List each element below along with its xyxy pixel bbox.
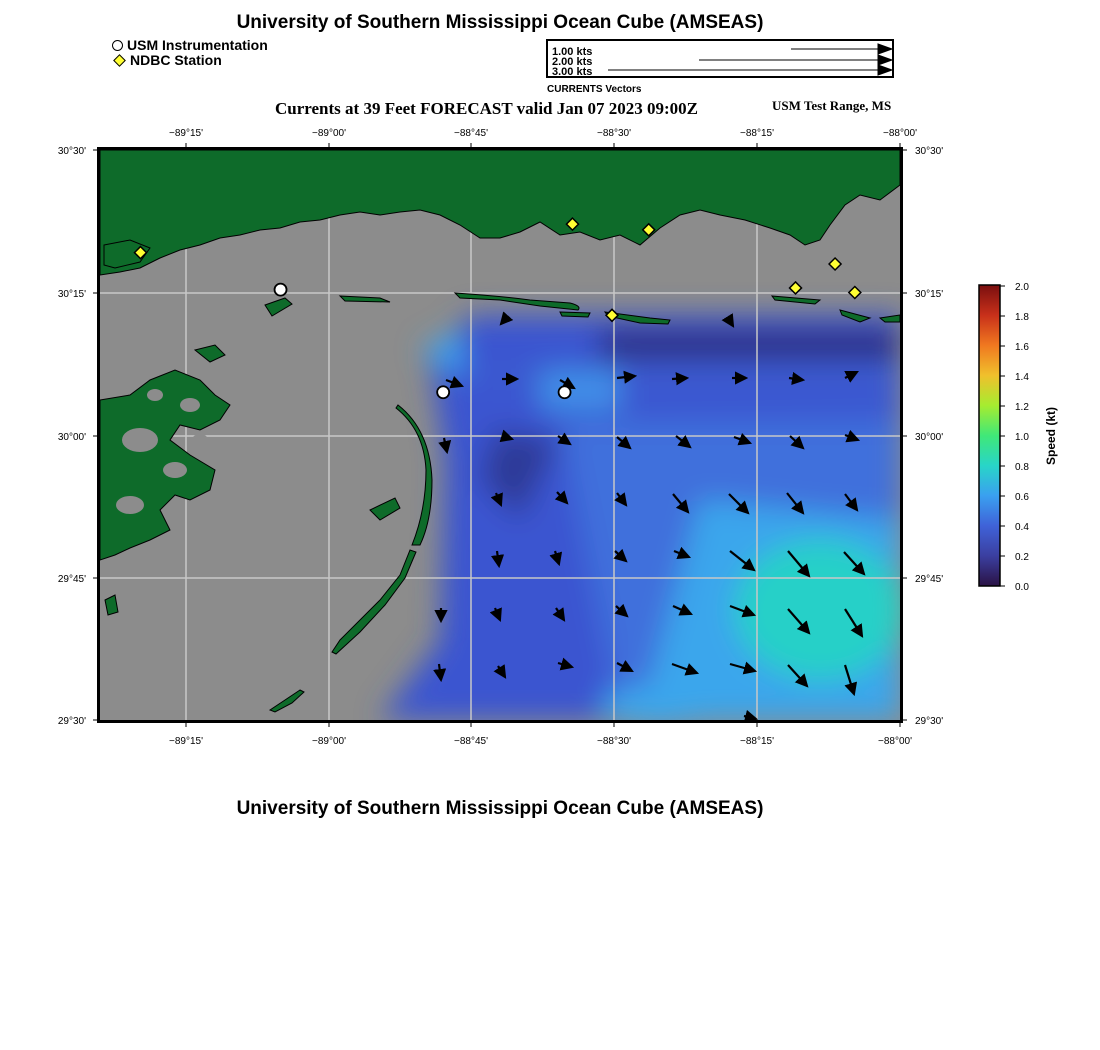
footer-title: University of Southern Mississippi Ocean Cube (AMSEAS) (236, 798, 764, 819)
lon-tick-label: −88°00' (878, 736, 912, 747)
lon-tick-label: −88°30' (597, 128, 631, 139)
lat-tick-label: 30°00' (57, 432, 86, 443)
range-label: USM Test Range, MS (772, 98, 892, 113)
vector-key-label-1: 1.00 kts (552, 46, 593, 58)
usm-station-marker (437, 386, 449, 398)
colorbar-tick: 0.0 (1015, 582, 1029, 593)
lon-tick-label: −88°45' (454, 736, 488, 747)
lat-tick-label: 29°45' (915, 574, 944, 585)
lon-tick-label: −88°30' (597, 736, 631, 747)
colorbar-label: Speed (kt) (1044, 406, 1058, 466)
colorbar-tick: 0.2 (1015, 552, 1029, 563)
lat-labels-left (58, 146, 86, 727)
colorbar-tick: 0.8 (1015, 462, 1029, 473)
vector-key-caption: CURRENTS Vectors (547, 84, 642, 95)
colorbar-tick: 2.0 (1015, 282, 1029, 293)
colorbar-tick: 1.4 (1015, 372, 1029, 383)
lat-labels-right (915, 146, 943, 727)
lat-tick-label: 30°15' (57, 289, 86, 300)
lat-tick-label: 30°30' (915, 146, 944, 157)
lon-tick-label: −88°00' (883, 128, 917, 139)
colorbar-tick: 0.4 (1015, 522, 1029, 533)
lon-tick-label: −89°00' (312, 128, 346, 139)
lon-tick-label: −89°15' (169, 128, 203, 139)
colorbar-tick: 1.2 (1015, 402, 1029, 413)
lon-tick-label: −88°15' (740, 736, 774, 747)
lat-tick-label: 29°45' (57, 574, 86, 585)
colorbar-tick: 1.8 (1015, 312, 1029, 323)
barrier-island (560, 312, 590, 317)
lon-labels-top (169, 128, 917, 139)
map-subtitle: Currents at 39 Feet FORECAST valid Jan 07 2023 09:00Z (275, 99, 698, 118)
lon-tick-label: −89°00' (312, 736, 346, 747)
lon-labels-bottom (169, 736, 912, 747)
page-title: University of Southern Mississippi Ocean Cube (AMSEAS) (236, 12, 764, 33)
lon-tick-label: −88°15' (740, 128, 774, 139)
lat-tick-label: 29°30' (915, 716, 944, 727)
vector-key-label-3: 3.00 kts (552, 66, 593, 78)
lat-tick-label: 30°00' (915, 432, 944, 443)
colorbar-tick: 0.6 (1015, 492, 1029, 503)
legend-usm-label: USM Instrumentation (127, 37, 268, 53)
lon-tick-label: −88°45' (454, 128, 488, 139)
lat-tick-label: 30°30' (57, 146, 86, 157)
colorbar (979, 282, 1058, 593)
legend-ndbc-label: NDBC Station (130, 52, 222, 68)
speed-field (380, 315, 905, 725)
lat-tick-label: 30°15' (915, 289, 944, 300)
colorbar-ramp (979, 285, 1000, 586)
lon-tick-label: −89°15' (169, 736, 203, 747)
colorbar-tick: 1.6 (1015, 342, 1029, 353)
usm-station-marker (275, 284, 287, 296)
vector-key-label-2: 2.00 kts (552, 56, 593, 68)
usm-station-marker (559, 386, 571, 398)
lat-tick-label: 29°30' (57, 716, 86, 727)
colorbar-tick: 1.0 (1015, 432, 1029, 443)
